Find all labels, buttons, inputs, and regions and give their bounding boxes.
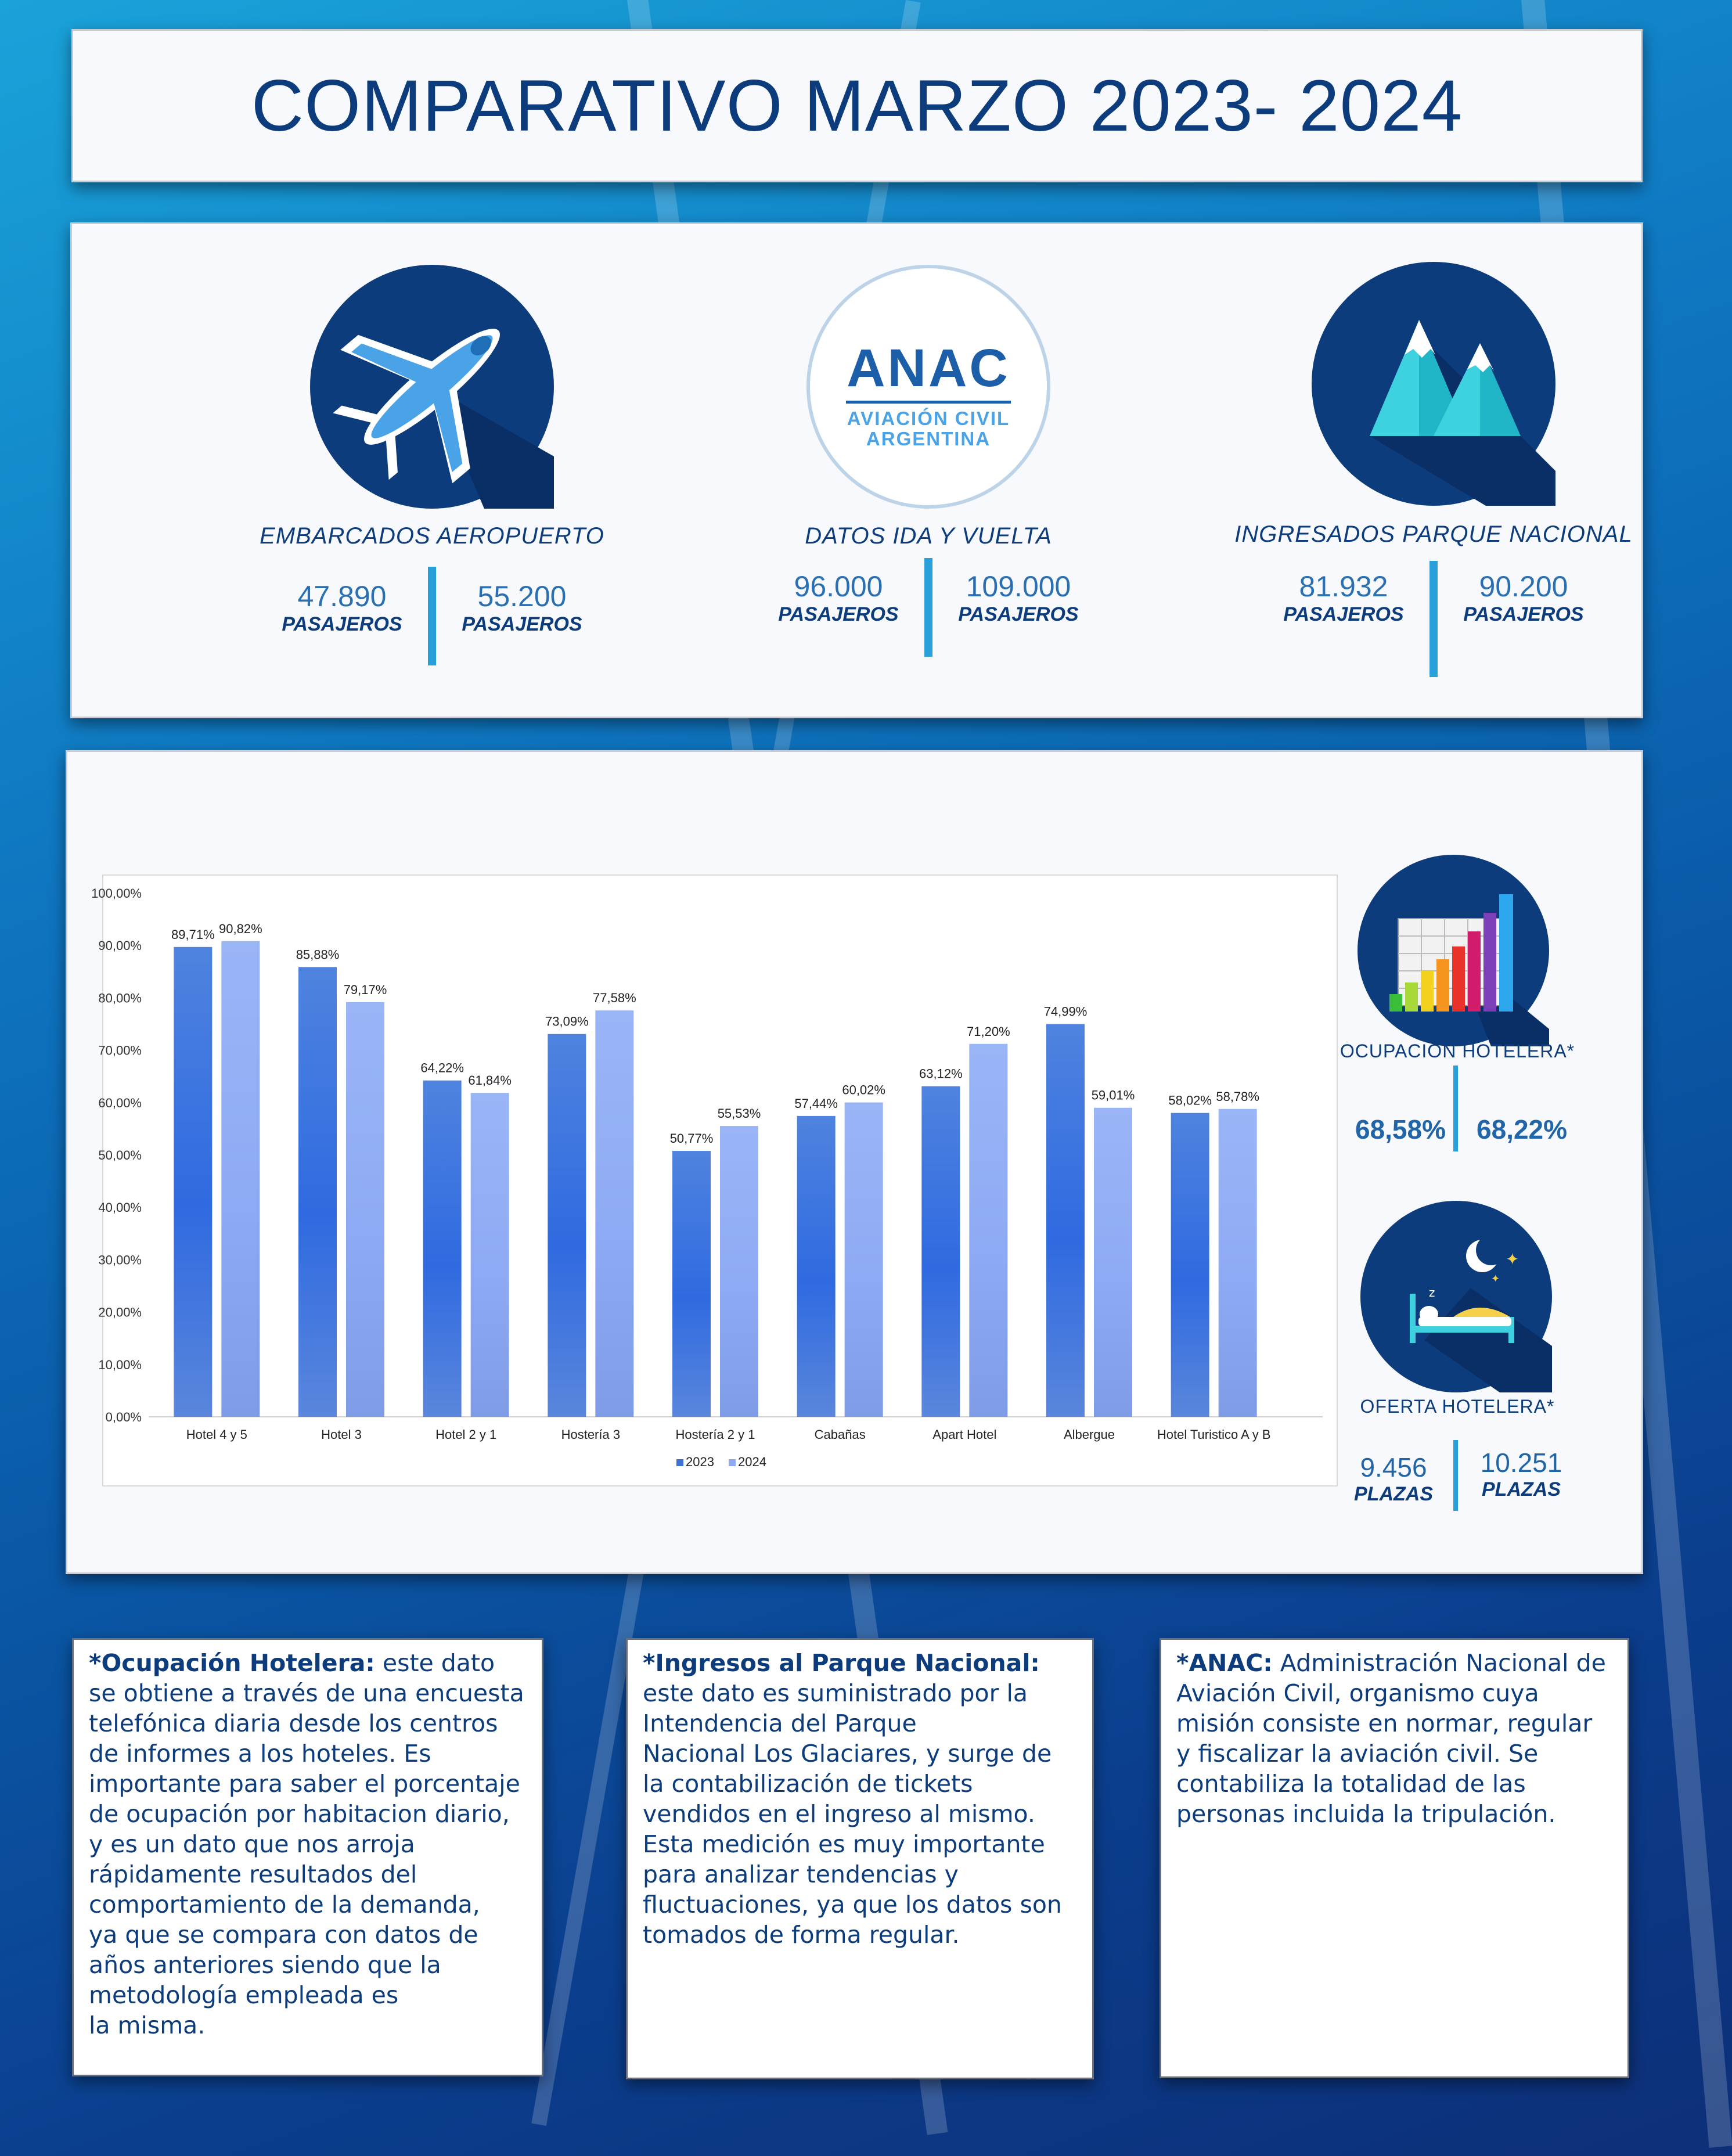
offer-label: OFERTA HOTELERA*	[1360, 1396, 1555, 1417]
value-divider	[924, 558, 932, 657]
value-2023: 96.000	[794, 570, 883, 603]
y-tick-label: 80,00%	[98, 991, 142, 1006]
bar-chart-3d-icon	[1357, 855, 1549, 1046]
legend-swatch	[676, 1459, 683, 1466]
data-label: 55,53%	[717, 1106, 761, 1121]
bar-2023	[174, 947, 212, 1417]
data-label: 58,78%	[1216, 1089, 1259, 1104]
bar-2024	[1219, 1109, 1257, 1417]
anac-logo-line1: AVIACIÓN CIVIL	[847, 408, 1010, 429]
data-label: 89,71%	[171, 927, 215, 942]
bar-2023	[1046, 1024, 1085, 1417]
data-label: 79,17%	[343, 982, 387, 997]
bed-moon-icon	[1360, 1201, 1552, 1392]
note-text: Administración Nacional de Aviación Civil, organismo cuya misión consiste en normar, regular y fiscalizar la aviación civil. Se contabiliza la totalidad de las personas incluida la tripulación.	[1176, 1649, 1614, 1828]
mountains-icon	[1312, 262, 1555, 506]
value-2023: 81.932	[1299, 570, 1388, 603]
occupancy-2024: 68,22%	[1477, 1114, 1568, 1144]
note-text: este dato es suministrado por la Intendencia del Parque Nacional Los Glaciares, y surge de la contabilización de tickets vendidos en el ingreso al mismo. Esta medición es muy importante para analizar tendencias y fluctuaciones, ya que los datos son tomados de forma regular.	[643, 1679, 1062, 1949]
legend-label: 2023	[686, 1455, 714, 1469]
x-tick-label: Hotel Turistico A y B	[1157, 1427, 1271, 1442]
note-parque	[626, 1638, 1094, 2079]
bar-2023	[921, 1086, 960, 1417]
note-heading: *Ingresos al Parque Nacional:	[643, 1649, 1040, 1677]
note-text: este dato se obtiene a través de una encuesta telefónica diaria desde los centros de informes a los hoteles. Es importante para saber el porcentaje de ocupación por habitacion diario, y es un dato que nos arroja rápidamente resultados del comportamiento de la demanda, ya que se compara con datos de años anteriores siendo que la metodología empleada es la misma.	[89, 1649, 524, 2039]
data-label: 57,44%	[794, 1096, 838, 1111]
bar-2024	[595, 1010, 633, 1417]
value-unit: PASAJEROS	[778, 603, 899, 625]
x-tick-label: Cabañas	[814, 1427, 866, 1442]
value-divider	[1453, 1440, 1458, 1511]
value-2024: 90.200	[1479, 570, 1568, 603]
y-tick-label: 60,00%	[98, 1095, 142, 1110]
chart-area	[91, 874, 1338, 1486]
data-label: 61,84%	[468, 1073, 512, 1088]
bar-chart	[91, 876, 1337, 1485]
y-tick-label: 100,00%	[91, 886, 142, 901]
offer-2024: 10.251	[1480, 1448, 1562, 1478]
page-title: COMPARATIVO MARZO 2023- 2024	[251, 65, 1463, 146]
value-divider	[428, 567, 436, 665]
bar-2023	[1171, 1113, 1209, 1417]
x-tick-label: Albergue	[1063, 1427, 1115, 1442]
bar-2024	[845, 1103, 883, 1417]
bar-2024	[471, 1093, 509, 1417]
data-label: 64,22%	[420, 1060, 464, 1075]
logo-rule	[846, 401, 1011, 404]
data-label: 58,02%	[1168, 1093, 1212, 1108]
value-unit: PLAZAS	[1354, 1483, 1433, 1505]
value-2024: 55.200	[477, 580, 567, 613]
note-heading: *Ocupación Hotelera:	[89, 1649, 375, 1677]
bar-2024	[720, 1126, 758, 1417]
stat-label: INGRESADOS PARQUE NACIONAL	[1234, 521, 1633, 547]
x-tick-label: Hotel 3	[321, 1427, 362, 1442]
value-unit: PASAJEROS	[282, 613, 402, 635]
bar-2024	[346, 1002, 384, 1417]
data-label: 60,02%	[842, 1082, 885, 1097]
bar-2023	[548, 1034, 586, 1417]
value-2024: 109.000	[966, 570, 1071, 603]
bar-2023	[797, 1116, 836, 1417]
stat-values	[754, 558, 1103, 657]
data-label: 73,09%	[545, 1014, 589, 1029]
value-divider	[1453, 1066, 1458, 1151]
x-tick-label: Hostería 2 y 1	[675, 1427, 755, 1442]
data-label: 74,99%	[1043, 1004, 1088, 1019]
y-tick-label: 0,00%	[105, 1410, 142, 1424]
note-anac	[1160, 1638, 1629, 2078]
bar-2024	[221, 941, 260, 1417]
y-tick-label: 20,00%	[98, 1305, 142, 1320]
x-tick-label: Apart Hotel	[932, 1427, 997, 1442]
stat-values	[258, 567, 606, 665]
data-label: 85,88%	[296, 947, 340, 962]
y-tick-label: 10,00%	[98, 1357, 142, 1372]
x-tick-label: Hostería 3	[561, 1427, 621, 1442]
stats-panel	[70, 222, 1643, 718]
occupancy-2023: 68,58%	[1355, 1114, 1446, 1144]
value-unit: PASAJEROS	[1283, 603, 1404, 625]
anac-logo	[806, 265, 1050, 509]
data-label: 90,82%	[219, 921, 262, 936]
y-tick-label: 90,00%	[98, 938, 142, 953]
offer-values	[1330, 1440, 1585, 1516]
value-unit: PASAJEROS	[462, 613, 582, 635]
svg-text:z: z	[1429, 1286, 1435, 1300]
anac-logo-line2: ARGENTINA	[866, 428, 991, 449]
bar-2023	[298, 967, 337, 1417]
value-unit: PLAZAS	[1482, 1478, 1561, 1500]
bar-2024	[1094, 1108, 1132, 1417]
svg-text:✦: ✦	[1491, 1273, 1500, 1285]
svg-text:✦: ✦	[1506, 1250, 1519, 1269]
value-divider	[1429, 561, 1438, 677]
offer-2023-block	[1341, 1452, 1446, 1506]
y-tick-label: 50,00%	[98, 1148, 142, 1162]
bar-2023	[423, 1081, 462, 1417]
offer-2024-block	[1469, 1447, 1573, 1501]
x-tick-label: Hotel 2 y 1	[435, 1427, 497, 1442]
data-label: 59,01%	[1091, 1088, 1135, 1103]
data-label: 77,58%	[593, 991, 636, 1006]
data-label: 63,12%	[919, 1066, 963, 1081]
x-tick-label: Hotel 4 y 5	[186, 1427, 247, 1442]
title-panel	[71, 29, 1643, 182]
value-unit: PASAJEROS	[1463, 603, 1584, 625]
y-tick-label: 70,00%	[98, 1043, 142, 1058]
y-tick-label: 40,00%	[98, 1200, 142, 1215]
note-heading: *ANAC:	[1176, 1649, 1273, 1677]
bar-2023	[672, 1151, 711, 1417]
legend-label: 2024	[738, 1455, 766, 1469]
occupancy-values	[1330, 1063, 1585, 1150]
value-2023: 47.890	[297, 580, 387, 613]
offer-2023: 9.456	[1360, 1452, 1427, 1482]
anac-logo-text: ANAC	[847, 339, 1010, 398]
y-tick-label: 30,00%	[98, 1252, 142, 1268]
bar-2024	[969, 1044, 1007, 1417]
data-label: 50,77%	[669, 1131, 714, 1146]
value-unit: PASAJEROS	[958, 603, 1079, 625]
stat-label: DATOS IDA Y VUELTA	[805, 523, 1052, 549]
stat-label: EMBARCADOS AEROPUERTO	[260, 523, 604, 549]
occupancy-label: OCUPACION HOTELERA*	[1339, 1041, 1575, 1061]
airplane-icon	[310, 265, 554, 509]
note-ocupacion	[72, 1638, 543, 2076]
legend-swatch	[729, 1459, 736, 1466]
stat-values	[1259, 561, 1608, 677]
data-label: 71,20%	[967, 1024, 1010, 1039]
